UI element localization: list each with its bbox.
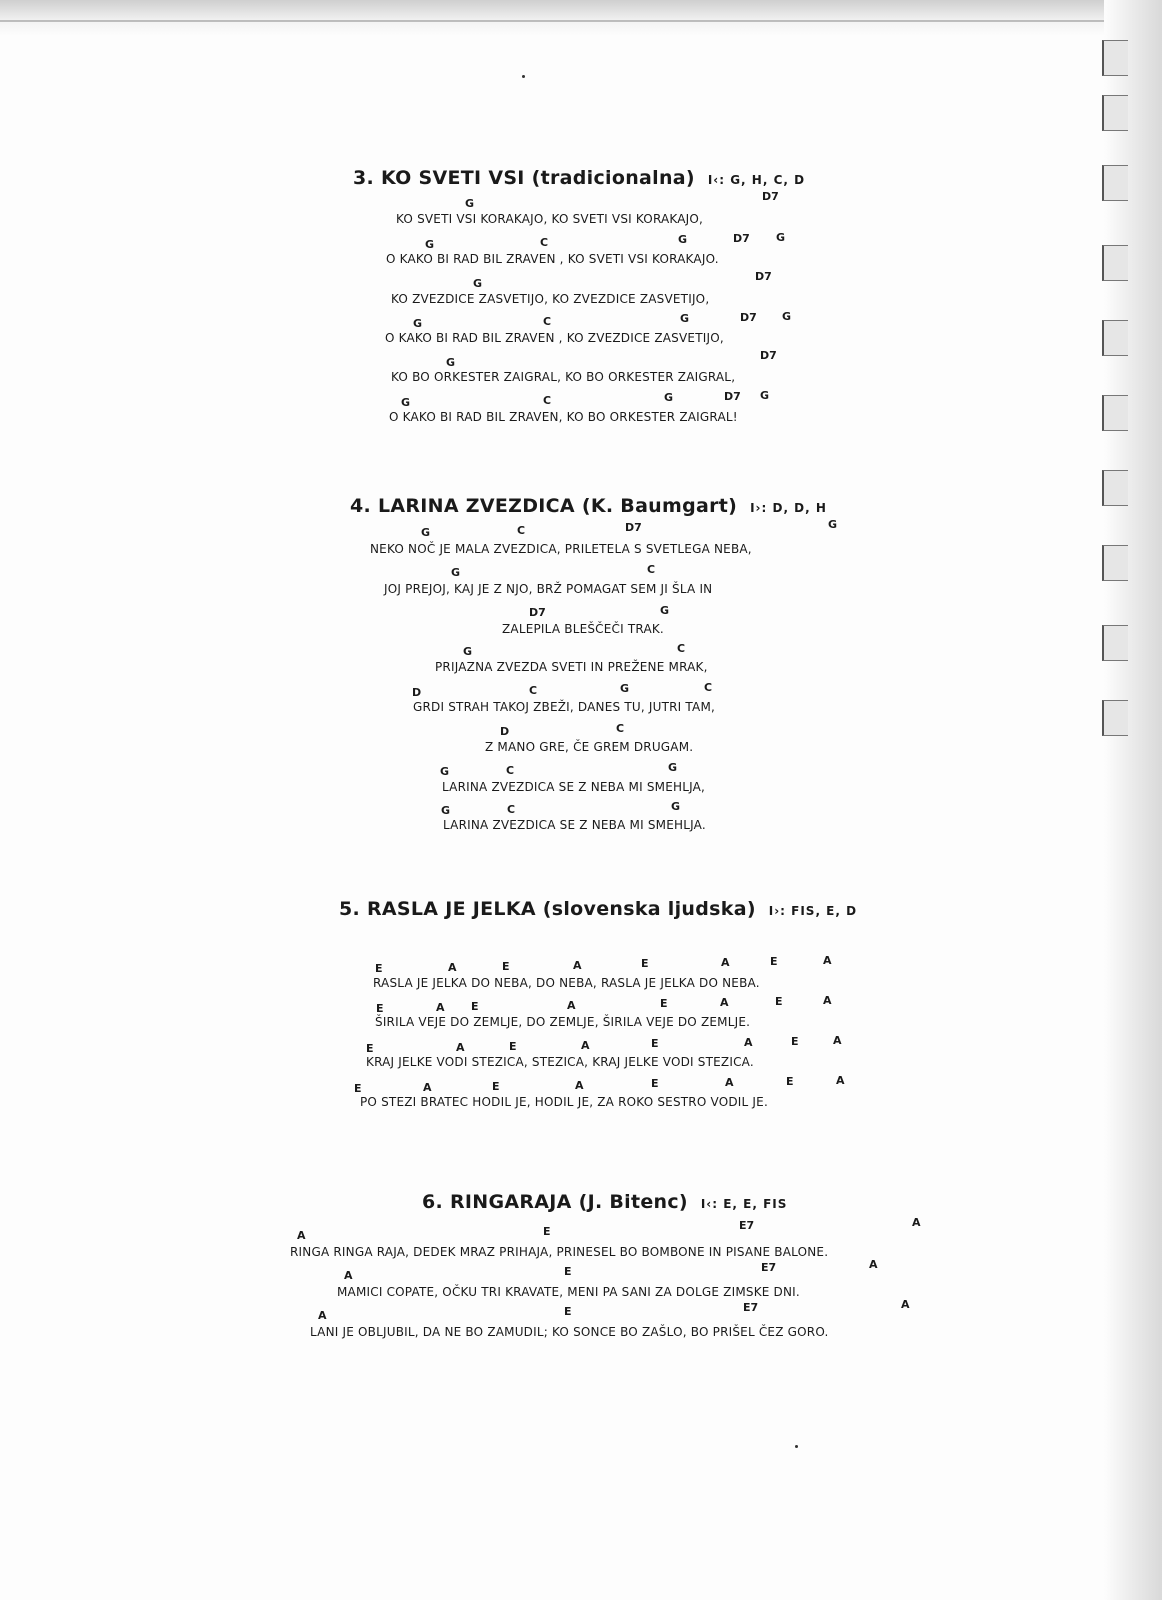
chord: E <box>770 955 778 968</box>
chord: C <box>543 394 552 407</box>
chord: D7 <box>760 349 777 362</box>
lyric-line: RINGA RINGA RAJA, DEDEK MRAZ PRIHAJA, PRINESEL BO BOMBONE IN PISANE BALONE. <box>290 1245 829 1259</box>
binder-tab <box>1102 40 1128 76</box>
chord: A <box>575 1079 584 1092</box>
chord: A <box>423 1081 432 1094</box>
binder-tab <box>1102 625 1128 661</box>
lyric-line: Z MANO GRE, ČE GREM DRUGAM. <box>485 740 694 754</box>
chord: E <box>471 1000 479 1013</box>
chord: A <box>836 1074 845 1087</box>
lyric-line: GRDI STRAH TAKOJ ZBEŽI, DANES TU, JUTRI TAM, <box>413 700 716 714</box>
chord: A <box>725 1076 734 1089</box>
chord: G <box>451 566 461 579</box>
chord: E <box>543 1225 551 1238</box>
song-number: 5. <box>339 898 361 920</box>
chord: A <box>581 1039 590 1052</box>
chord: D7 <box>755 270 772 283</box>
chord: E <box>564 1305 572 1318</box>
chord: D <box>500 725 510 738</box>
chord: G <box>620 682 630 695</box>
chord: G <box>671 800 681 813</box>
chord: D7 <box>733 232 750 245</box>
chord: G <box>465 197 475 210</box>
binder-tab <box>1102 95 1128 131</box>
chord: G <box>782 310 792 323</box>
binder-tab <box>1102 700 1128 736</box>
binder-tab <box>1102 165 1128 201</box>
chord: E <box>564 1265 572 1278</box>
chord: E <box>502 960 510 973</box>
chord: A <box>869 1258 878 1271</box>
song-name: RASLA JE JELKA (slovenska ljudska) <box>366 898 756 920</box>
binder-tab <box>1102 245 1128 281</box>
chord: D7 <box>625 521 642 534</box>
song-name: KO SVETI VSI (tradicionalna) <box>380 167 695 189</box>
chord: C <box>704 681 713 694</box>
chord: D7 <box>529 606 546 619</box>
song-title <box>350 495 827 517</box>
binder-edge <box>1104 0 1162 1600</box>
song-key: I›: FIS, E, D <box>768 904 858 918</box>
chord: A <box>823 994 832 1007</box>
chord: G <box>828 518 838 531</box>
chord: G <box>776 231 786 244</box>
lyric-line: LARINA ZVEZDICA SE Z NEBA MI SMEHLJA, <box>442 780 706 794</box>
song-name: RINGARAJA (J. Bitenc) <box>449 1191 688 1213</box>
chord: A <box>448 961 457 974</box>
chord: A <box>823 954 832 967</box>
lyric-line: MAMICI COPATE, OČKU TRI KRAVATE, MENI PA SANI ZA DOLGE ZIMSKE DNI. <box>337 1285 800 1299</box>
lyric-line: KO BO ORKESTER ZAIGRAL, KO BO ORKESTER ZAIGRAL, <box>391 370 736 384</box>
chord: C <box>616 722 625 735</box>
chord: E <box>366 1042 374 1055</box>
binder-tab <box>1102 545 1128 581</box>
chord: G <box>660 604 670 617</box>
chord: A <box>721 956 730 969</box>
chord: D7 <box>740 311 757 324</box>
scan-speck <box>795 1445 798 1448</box>
chord: A <box>318 1309 327 1322</box>
lyric-line: LARINA ZVEZDICA SE Z NEBA MI SMEHLJA. <box>443 818 706 832</box>
chord: G <box>425 238 435 251</box>
chord: A <box>567 999 576 1012</box>
song-number: 4. <box>350 495 372 517</box>
lyric-line: JOJ PREJOJ, KAJ JE Z NJO, BRŽ POMAGAT SEM JI ŠLA IN <box>384 582 713 596</box>
song-title <box>353 167 805 189</box>
binder-tab <box>1102 395 1128 431</box>
lyric-line: PRIJAZNA ZVEZDA SVETI IN PREŽENE MRAK, <box>435 660 708 674</box>
chord: G <box>678 233 688 246</box>
chord: E <box>375 962 383 975</box>
song-title <box>422 1191 787 1213</box>
lyric-line: KRAJ JELKE VODI STEZICA, STEZICA, KRAJ JELKE VODI STEZICA. <box>366 1055 754 1069</box>
song-title <box>339 898 857 920</box>
chord: E <box>791 1035 799 1048</box>
chord: G <box>463 645 473 658</box>
chord: E <box>651 1037 659 1050</box>
chord: E <box>354 1082 362 1095</box>
song-key: I‹: E, E, FIS <box>700 1197 788 1211</box>
chord: C <box>529 684 538 697</box>
lyric-line: O KAKO BI RAD BIL ZRAVEN , KO SVETI VSI KORAKAJO. <box>386 252 719 266</box>
song-number: 3. <box>353 167 375 189</box>
chord: E <box>660 997 668 1010</box>
chord: G <box>446 356 456 369</box>
chord: C <box>543 315 552 328</box>
lyric-line: PO STEZI BRATEC HODIL JE, HODIL JE, ZA ROKO SESTRO VODIL JE. <box>360 1095 768 1109</box>
chord: C <box>517 524 526 537</box>
lyric-line: RASLA JE JELKA DO NEBA, DO NEBA, RASLA JE JELKA DO NEBA. <box>373 976 760 990</box>
scan-edge-top <box>0 0 1162 36</box>
chord: A <box>573 959 582 972</box>
scan-speck <box>522 75 525 78</box>
chord: E7 <box>743 1301 759 1314</box>
song-name: LARINA ZVEZDICA (K. Baumgart) <box>377 495 738 517</box>
lyric-line: O KAKO BI RAD BIL ZRAVEN, KO BO ORKESTER ZAIGRAL! <box>389 410 738 424</box>
chord: G <box>421 526 431 539</box>
song-key: I›: D, D, H <box>750 501 827 515</box>
chord: E <box>641 957 649 970</box>
song-number: 6. <box>422 1191 444 1213</box>
chord: G <box>440 765 450 778</box>
lyric-line: ZALEPILA BLEŠČEČI TRAK. <box>502 622 664 636</box>
chord: A <box>297 1229 306 1242</box>
chord: E7 <box>739 1219 755 1232</box>
chord: E7 <box>761 1261 777 1274</box>
chord: G <box>668 761 678 774</box>
chord: G <box>760 389 770 402</box>
lyric-line: NEKO NOČ JE MALA ZVEZDICA, PRILETELA S SVETLEGA NEBA, <box>370 542 752 556</box>
chord: A <box>833 1034 842 1047</box>
chord: A <box>912 1216 921 1229</box>
chord: D <box>412 686 422 699</box>
chord: E <box>492 1080 500 1093</box>
chord: G <box>441 804 451 817</box>
chord: C <box>506 764 515 777</box>
chord: A <box>720 996 729 1009</box>
chord: A <box>456 1041 465 1054</box>
chord: G <box>680 312 690 325</box>
chord: A <box>344 1269 353 1282</box>
lyric-line: LANI JE OBLJUBIL, DA NE BO ZAMUDIL; KO SONCE BO ZAŠLO, BO PRIŠEL ČEZ GORO. <box>310 1325 829 1339</box>
chord: G <box>401 396 411 409</box>
lyric-line: KO ZVEZDICE ZASVETIJO, KO ZVEZDICE ZASVETIJO, <box>391 292 710 306</box>
chord: E <box>651 1077 659 1090</box>
binder-tab <box>1102 470 1128 506</box>
lyric-line: KO SVETI VSI KORAKAJO, KO SVETI VSI KORAKAJO, <box>396 212 704 226</box>
chord: A <box>901 1298 910 1311</box>
chord: C <box>540 236 549 249</box>
binder-tab <box>1102 320 1128 356</box>
chord: G <box>664 391 674 404</box>
chord: E <box>775 995 783 1008</box>
chord: E <box>786 1075 794 1088</box>
chord: C <box>507 803 516 816</box>
chord: G <box>473 277 483 290</box>
lyric-line: ŠIRILA VEJE DO ZEMLJE, DO ZEMLJE, ŠIRILA VEJE DO ZEMLJE. <box>375 1015 751 1029</box>
chord: C <box>647 563 656 576</box>
chord: E <box>509 1040 517 1053</box>
lyric-line: O KAKO BI RAD BIL ZRAVEN , KO ZVEZDICE ZASVETIJO, <box>385 331 724 345</box>
chord: A <box>744 1036 753 1049</box>
chord: C <box>677 642 686 655</box>
chord: D7 <box>762 190 779 203</box>
chord: G <box>413 317 423 330</box>
chord: A <box>436 1001 445 1014</box>
chord: D7 <box>724 390 741 403</box>
chord: E <box>376 1002 384 1015</box>
song-key: I‹: G, H, C, D <box>707 173 806 187</box>
